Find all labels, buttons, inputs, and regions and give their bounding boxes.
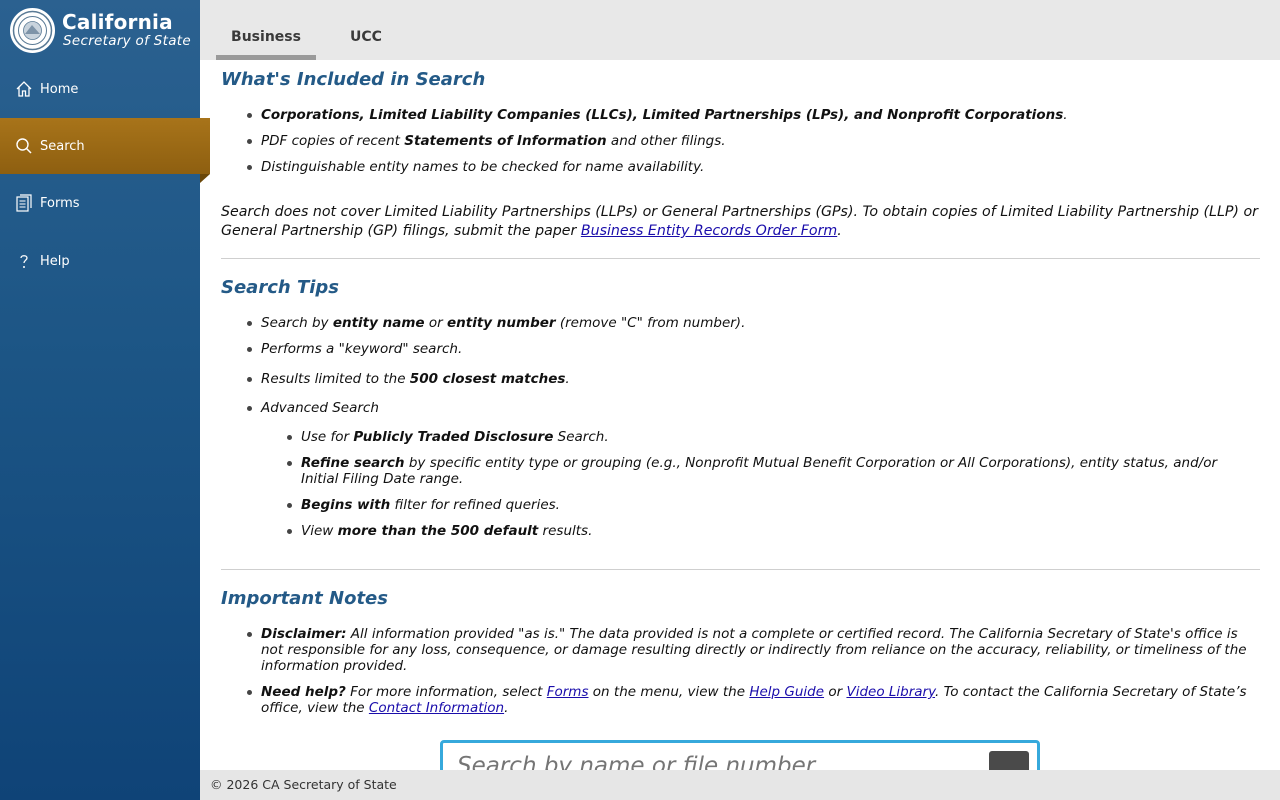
- footer: [200, 770, 1280, 800]
- help-guide-link[interactable]: Help Guide: [749, 684, 825, 700]
- list-item: Results limited to the 500 closest matches.: [247, 371, 1247, 387]
- tips-list: [247, 315, 1247, 549]
- tab-business[interactable]: Business: [216, 28, 316, 60]
- sidebar-item-label: Forms: [40, 195, 80, 211]
- list-item: Distinguishable entity names to be checked for name availability.: [247, 159, 1247, 175]
- section-heading-notes: Important Notes: [221, 588, 388, 609]
- list-item: Use for Publicly Traded Disclosure Search.: [287, 429, 1247, 445]
- sidebar-item-help[interactable]: [0, 232, 200, 290]
- copyright-text: © 2026 CA Secretary of State: [210, 777, 397, 792]
- tab-ucc[interactable]: UCC: [350, 29, 382, 45]
- help-icon: [15, 252, 33, 270]
- tab-bar: [200, 0, 1280, 60]
- sidebar-item-forms[interactable]: [0, 174, 200, 232]
- brand-subtitle: Secretary of State: [63, 33, 191, 49]
- forms-icon: [15, 194, 33, 212]
- sidebar-item-home[interactable]: [0, 60, 200, 118]
- coverage-note: Search does not cover Limited Liability Partnerships (LLPs) or General Partnerships (GPs). To obtain copies of Limited Liability Partnership (LLP) or General Partnership (GP) filings, submit the paper Business Entity Records Order Form.: [221, 204, 1258, 239]
- divider: [221, 258, 1260, 259]
- search-icon: [15, 137, 33, 155]
- brand-title: California: [62, 10, 173, 34]
- contact-information-link[interactable]: Contact Information: [368, 700, 505, 716]
- list-item: Begins with filter for refined queries.: [287, 497, 1247, 513]
- list-item: Disclaimer: All information provided "as is." The data provided is not a complete or certified record. The California Secretary of State's office is not responsible for any loss, consequence, or damage resulting directly or indirectly from reliance on the accuracy, reliability, or timeliness of the information provided.: [247, 626, 1247, 674]
- video-library-link[interactable]: Video Library: [846, 684, 936, 700]
- advanced-search-list: [287, 429, 1247, 539]
- sidebar-nav: [0, 60, 210, 290]
- sidebar-item-label: Home: [40, 81, 79, 97]
- list-item: Corporations, Limited Liability Companies (LLCs), Limited Partnerships (LPs), and Nonprofit Corporations.: [247, 107, 1247, 123]
- state-seal-icon: [10, 8, 55, 53]
- brand[interactable]: [10, 8, 200, 54]
- sidebar-item-label: Search: [40, 138, 85, 154]
- sidebar: [0, 0, 200, 800]
- list-item: Search by entity name or entity number (remove "C" from number).: [247, 315, 1247, 331]
- section-heading-tips: Search Tips: [221, 277, 339, 298]
- home-icon: [15, 80, 33, 98]
- forms-link[interactable]: Forms: [546, 684, 589, 700]
- order-form-link[interactable]: Business Entity Records Order Form: [580, 223, 838, 239]
- section-heading-included: What's Included in Search: [221, 69, 486, 90]
- list-item: PDF copies of recent Statements of Information and other filings.: [247, 133, 1247, 149]
- list-item: View more than the 500 default results.: [287, 523, 1247, 539]
- sidebar-item-search[interactable]: [0, 118, 210, 174]
- included-list: [247, 107, 1247, 185]
- list-item: Advanced Search Use for Publicly Traded Disclosure Search. Refine search by specific entity type or grouping (e.g., Nonprofit Mutual Benefit Corporation or All Corporations), entity status, and/or Initial Filing Date range. Begins with filter for refined queries. View more than the 500 default results.: [247, 400, 1247, 539]
- list-item: Need help? For more information, select Forms on the menu, view the Help Guide or Video Library. To contact the California Secretary of State’s office, view the Contact Information.: [247, 684, 1247, 716]
- divider: [221, 569, 1260, 570]
- sidebar-item-label: Help: [40, 253, 70, 269]
- notes-list: [247, 626, 1247, 726]
- list-item: Refine search by specific entity type or grouping (e.g., Nonprofit Mutual Benefit Corporation or All Corporations), entity status, and/or Initial Filing Date range.: [287, 455, 1247, 487]
- main-content: [221, 60, 1260, 770]
- list-item: Performs a "keyword" search.: [247, 341, 1247, 357]
